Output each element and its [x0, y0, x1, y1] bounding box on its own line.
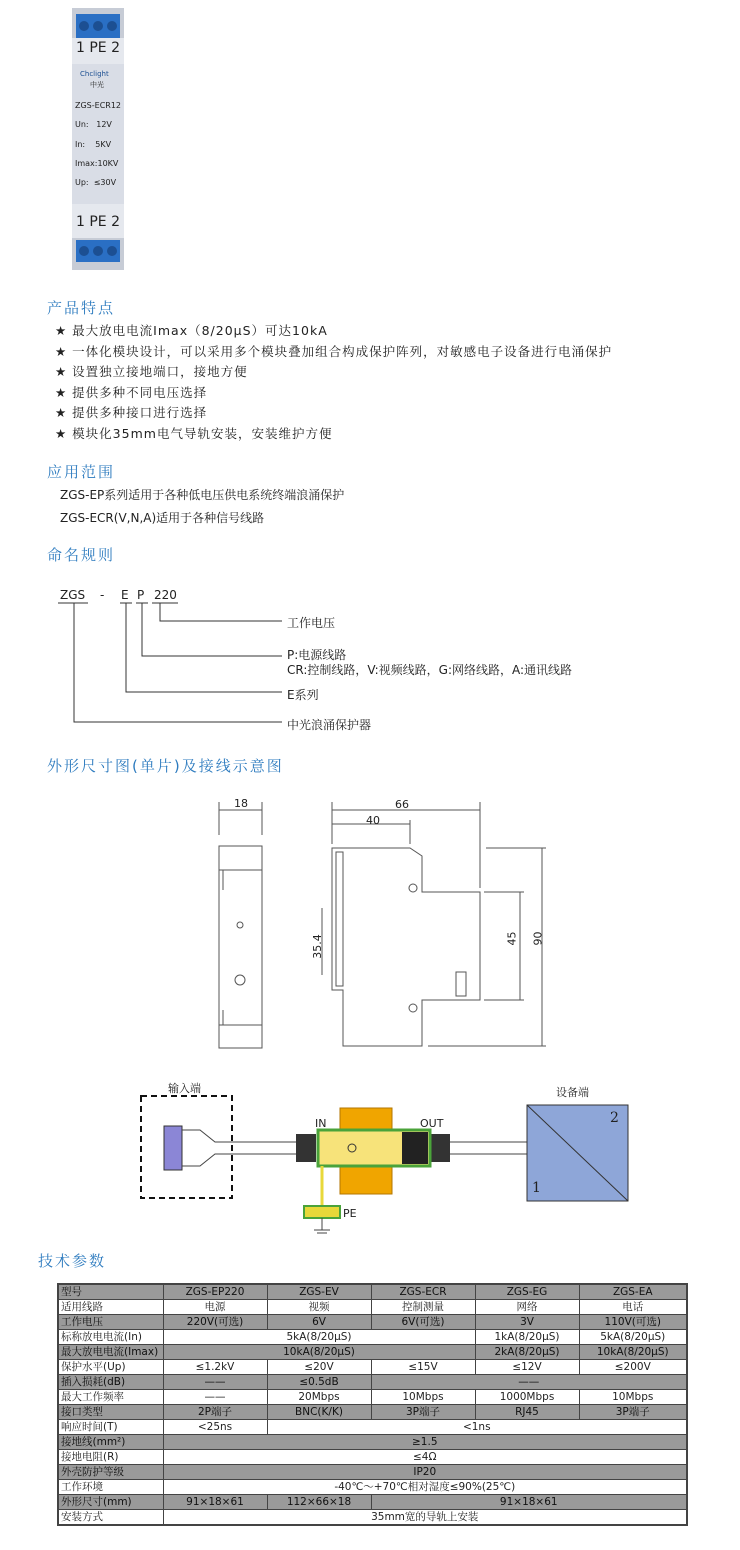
table-cell: ≥1.5: [163, 1435, 687, 1450]
wiring-diagram: [0, 1080, 740, 1250]
table-cell: 电源: [163, 1300, 267, 1315]
feature-item: ★ 模块化35mm电气导轨安装，安装维护方便: [55, 426, 333, 441]
table-cell: 工作环境: [58, 1480, 163, 1495]
table-cell: 3V: [475, 1315, 579, 1330]
wiring-device-label: 设备端: [556, 1086, 589, 1099]
table-row: [58, 1510, 687, 1526]
dim-35: 35.4: [310, 934, 324, 959]
table-cell: 电话: [579, 1300, 687, 1315]
naming-code-b: E: [121, 588, 129, 602]
wiring-terminal-2: 2: [610, 1110, 619, 1126]
table-cell: ≤20V: [267, 1360, 371, 1375]
table-row: [58, 1450, 687, 1465]
feature-item: ★ 设置独立接地端口，接地方便: [55, 364, 248, 379]
table-cell: ZGS-EG: [475, 1284, 579, 1300]
table-cell: 网络: [475, 1300, 579, 1315]
table-row: [58, 1315, 687, 1330]
table-cell: 3P端子: [371, 1405, 475, 1420]
table-cell: 插入损耗(dB): [58, 1375, 163, 1390]
naming-brand: 中光浪涌保护器: [287, 718, 372, 732]
dim-45: 45: [505, 931, 519, 946]
naming-title: 命名规则: [47, 546, 116, 564]
table-cell: IP20: [163, 1465, 687, 1480]
wiring-input-label: 输入端: [168, 1082, 201, 1095]
table-row: [58, 1495, 687, 1510]
table-cell: 响应时间(T): [58, 1420, 163, 1435]
naming-line1: P:电源线路: [287, 648, 347, 662]
table-row: [58, 1405, 687, 1420]
product-spec-up: Up: ≤30V: [75, 178, 117, 187]
table-cell: ZGS-ECR: [371, 1284, 475, 1300]
table-cell: 型号: [58, 1284, 163, 1300]
wiring-in-label: IN: [315, 1117, 327, 1130]
table-cell: 外形尺寸(mm): [58, 1495, 163, 1510]
table-cell: 接口类型: [58, 1405, 163, 1420]
feature-item: ★ 提供多种接口进行选择: [55, 405, 208, 420]
table-cell: 工作电压: [58, 1315, 163, 1330]
tech-title: 技术参数: [38, 1252, 107, 1270]
wiring-terminal-1: 1: [532, 1180, 541, 1196]
application-title: 应用范围: [47, 463, 116, 481]
feature-item: ★ 提供多种不同电压选择: [55, 385, 208, 400]
table-cell: ≤12V: [475, 1360, 579, 1375]
table-cell: 5kA(8/20μS): [163, 1330, 475, 1345]
table-cell: 10Mbps: [579, 1390, 687, 1405]
dim-18: 18: [234, 797, 248, 810]
table-row: [58, 1420, 687, 1435]
table-cell: ≤0.5dB: [267, 1375, 371, 1390]
naming-line2: CR:控制线路，V:视频线路，G:网络线路，A:通讯线路: [287, 663, 573, 677]
table-row: [58, 1345, 687, 1360]
table-cell: 最大放电电流(Imax): [58, 1345, 163, 1360]
table-cell: 2kA(8/20μS): [475, 1345, 579, 1360]
table-cell: RJ45: [475, 1405, 579, 1420]
naming-voltage: 工作电压: [287, 616, 336, 630]
application-item: ZGS-ECR(V,N,A)适用于各种信号线路: [60, 511, 265, 525]
table-cell: 控制测量: [371, 1300, 475, 1315]
table-cell: 220V(可选): [163, 1315, 267, 1330]
table-cell: 接地线(mm²): [58, 1435, 163, 1450]
table-cell: 保护水平(Up): [58, 1360, 163, 1375]
dim-90: 90: [531, 931, 545, 946]
wiring-pe-label: PE: [343, 1207, 357, 1220]
table-cell: 20Mbps: [267, 1390, 371, 1405]
product-spec-in: In: 5KV: [75, 140, 112, 149]
table-cell: ZGS-EV: [267, 1284, 371, 1300]
table-row: [58, 1375, 687, 1390]
table-row: [58, 1330, 687, 1345]
table-cell: 外壳防护等级: [58, 1465, 163, 1480]
table-row: [58, 1284, 687, 1300]
naming-code-dash: -: [100, 588, 105, 602]
product-brand-cn: 中光: [90, 81, 104, 89]
table-cell: 3P端子: [579, 1405, 687, 1420]
table-row: [58, 1480, 687, 1495]
product-top-label: 1 PE 2: [76, 40, 121, 56]
table-cell: 6V(可选): [371, 1315, 475, 1330]
features-title: 产品特点: [47, 299, 116, 317]
naming-series: E系列: [287, 688, 319, 702]
dim-40: 40: [366, 814, 380, 827]
table-cell: 接地电阻(R): [58, 1450, 163, 1465]
product-spec-un: Un: 12V: [75, 120, 112, 129]
table-cell: ≤15V: [371, 1360, 475, 1375]
table-cell: 2P端子: [163, 1405, 267, 1420]
table-row: [58, 1300, 687, 1315]
table-cell: <1ns: [267, 1420, 687, 1435]
naming-code-d: 220: [154, 588, 177, 602]
table-cell: 6V: [267, 1315, 371, 1330]
product-model: ZGS-ECR12: [75, 101, 122, 110]
table-cell: 适用线路: [58, 1300, 163, 1315]
naming-code-c: P: [137, 588, 145, 602]
product-spec-imax: Imax:10KV: [75, 159, 119, 168]
feature-item: ★ 最大放电电流Imax（8/20μS）可达10kA: [55, 323, 328, 338]
table-cell: 91×18×61: [163, 1495, 267, 1510]
wiring-out-label: OUT: [420, 1117, 444, 1130]
table-cell: 91×18×61: [371, 1495, 687, 1510]
table-cell: 1000Mbps: [475, 1390, 579, 1405]
table-row: [58, 1465, 687, 1480]
dim-66: 66: [395, 798, 409, 811]
product-brand: Chclight: [80, 70, 109, 78]
feature-item: ★ 一体化模块设计，可以采用多个模块叠加组合构成保护阵列，对敏感电子设备进行电涌保护: [55, 344, 613, 359]
table-row: [58, 1360, 687, 1375]
table-cell: BNC(K/K): [267, 1405, 371, 1420]
naming-lines: [0, 0, 740, 740]
table-cell: 110V(可选): [579, 1315, 687, 1330]
table-cell: 最大工作频率: [58, 1390, 163, 1405]
table-cell: ZGS-EP220: [163, 1284, 267, 1300]
application-item: ZGS-EP系列适用于各种低电压供电系统终端浪涌保护: [60, 488, 345, 502]
table-cell: 10Mbps: [371, 1390, 475, 1405]
table-cell: ——: [163, 1390, 267, 1405]
naming-code-a: ZGS: [60, 588, 86, 602]
table-cell: 112×66×18: [267, 1495, 371, 1510]
table-cell: 35mm宽的导轨上安装: [163, 1510, 687, 1526]
table-cell: ≤1.2kV: [163, 1360, 267, 1375]
table-cell: ZGS-EA: [579, 1284, 687, 1300]
table-row: [58, 1435, 687, 1450]
table-cell: ≤4Ω: [163, 1450, 687, 1465]
table-cell: ≤200V: [579, 1360, 687, 1375]
table-cell: ——: [371, 1375, 687, 1390]
product-bottom-label: 1 PE 2: [76, 214, 121, 230]
table-cell: 1kA(8/20μS): [475, 1330, 579, 1345]
table-cell: 安装方式: [58, 1510, 163, 1526]
dimension-title: 外形尺寸图(单片)及接线示意图: [47, 757, 284, 775]
table-cell: 10kA(8/20μS): [579, 1345, 687, 1360]
table-cell: 标称放电电流(In): [58, 1330, 163, 1345]
table-cell: 视频: [267, 1300, 371, 1315]
table-row: [58, 1390, 687, 1405]
table-cell: 10kA(8/20μS): [163, 1345, 475, 1360]
table-cell: ——: [163, 1375, 267, 1390]
table-cell: <25ns: [163, 1420, 267, 1435]
spec-table: [57, 1283, 688, 1526]
table-cell: -40℃～+70℃相对湿度≤90%(25℃): [163, 1480, 687, 1495]
table-cell: 5kA(8/20μS): [579, 1330, 687, 1345]
